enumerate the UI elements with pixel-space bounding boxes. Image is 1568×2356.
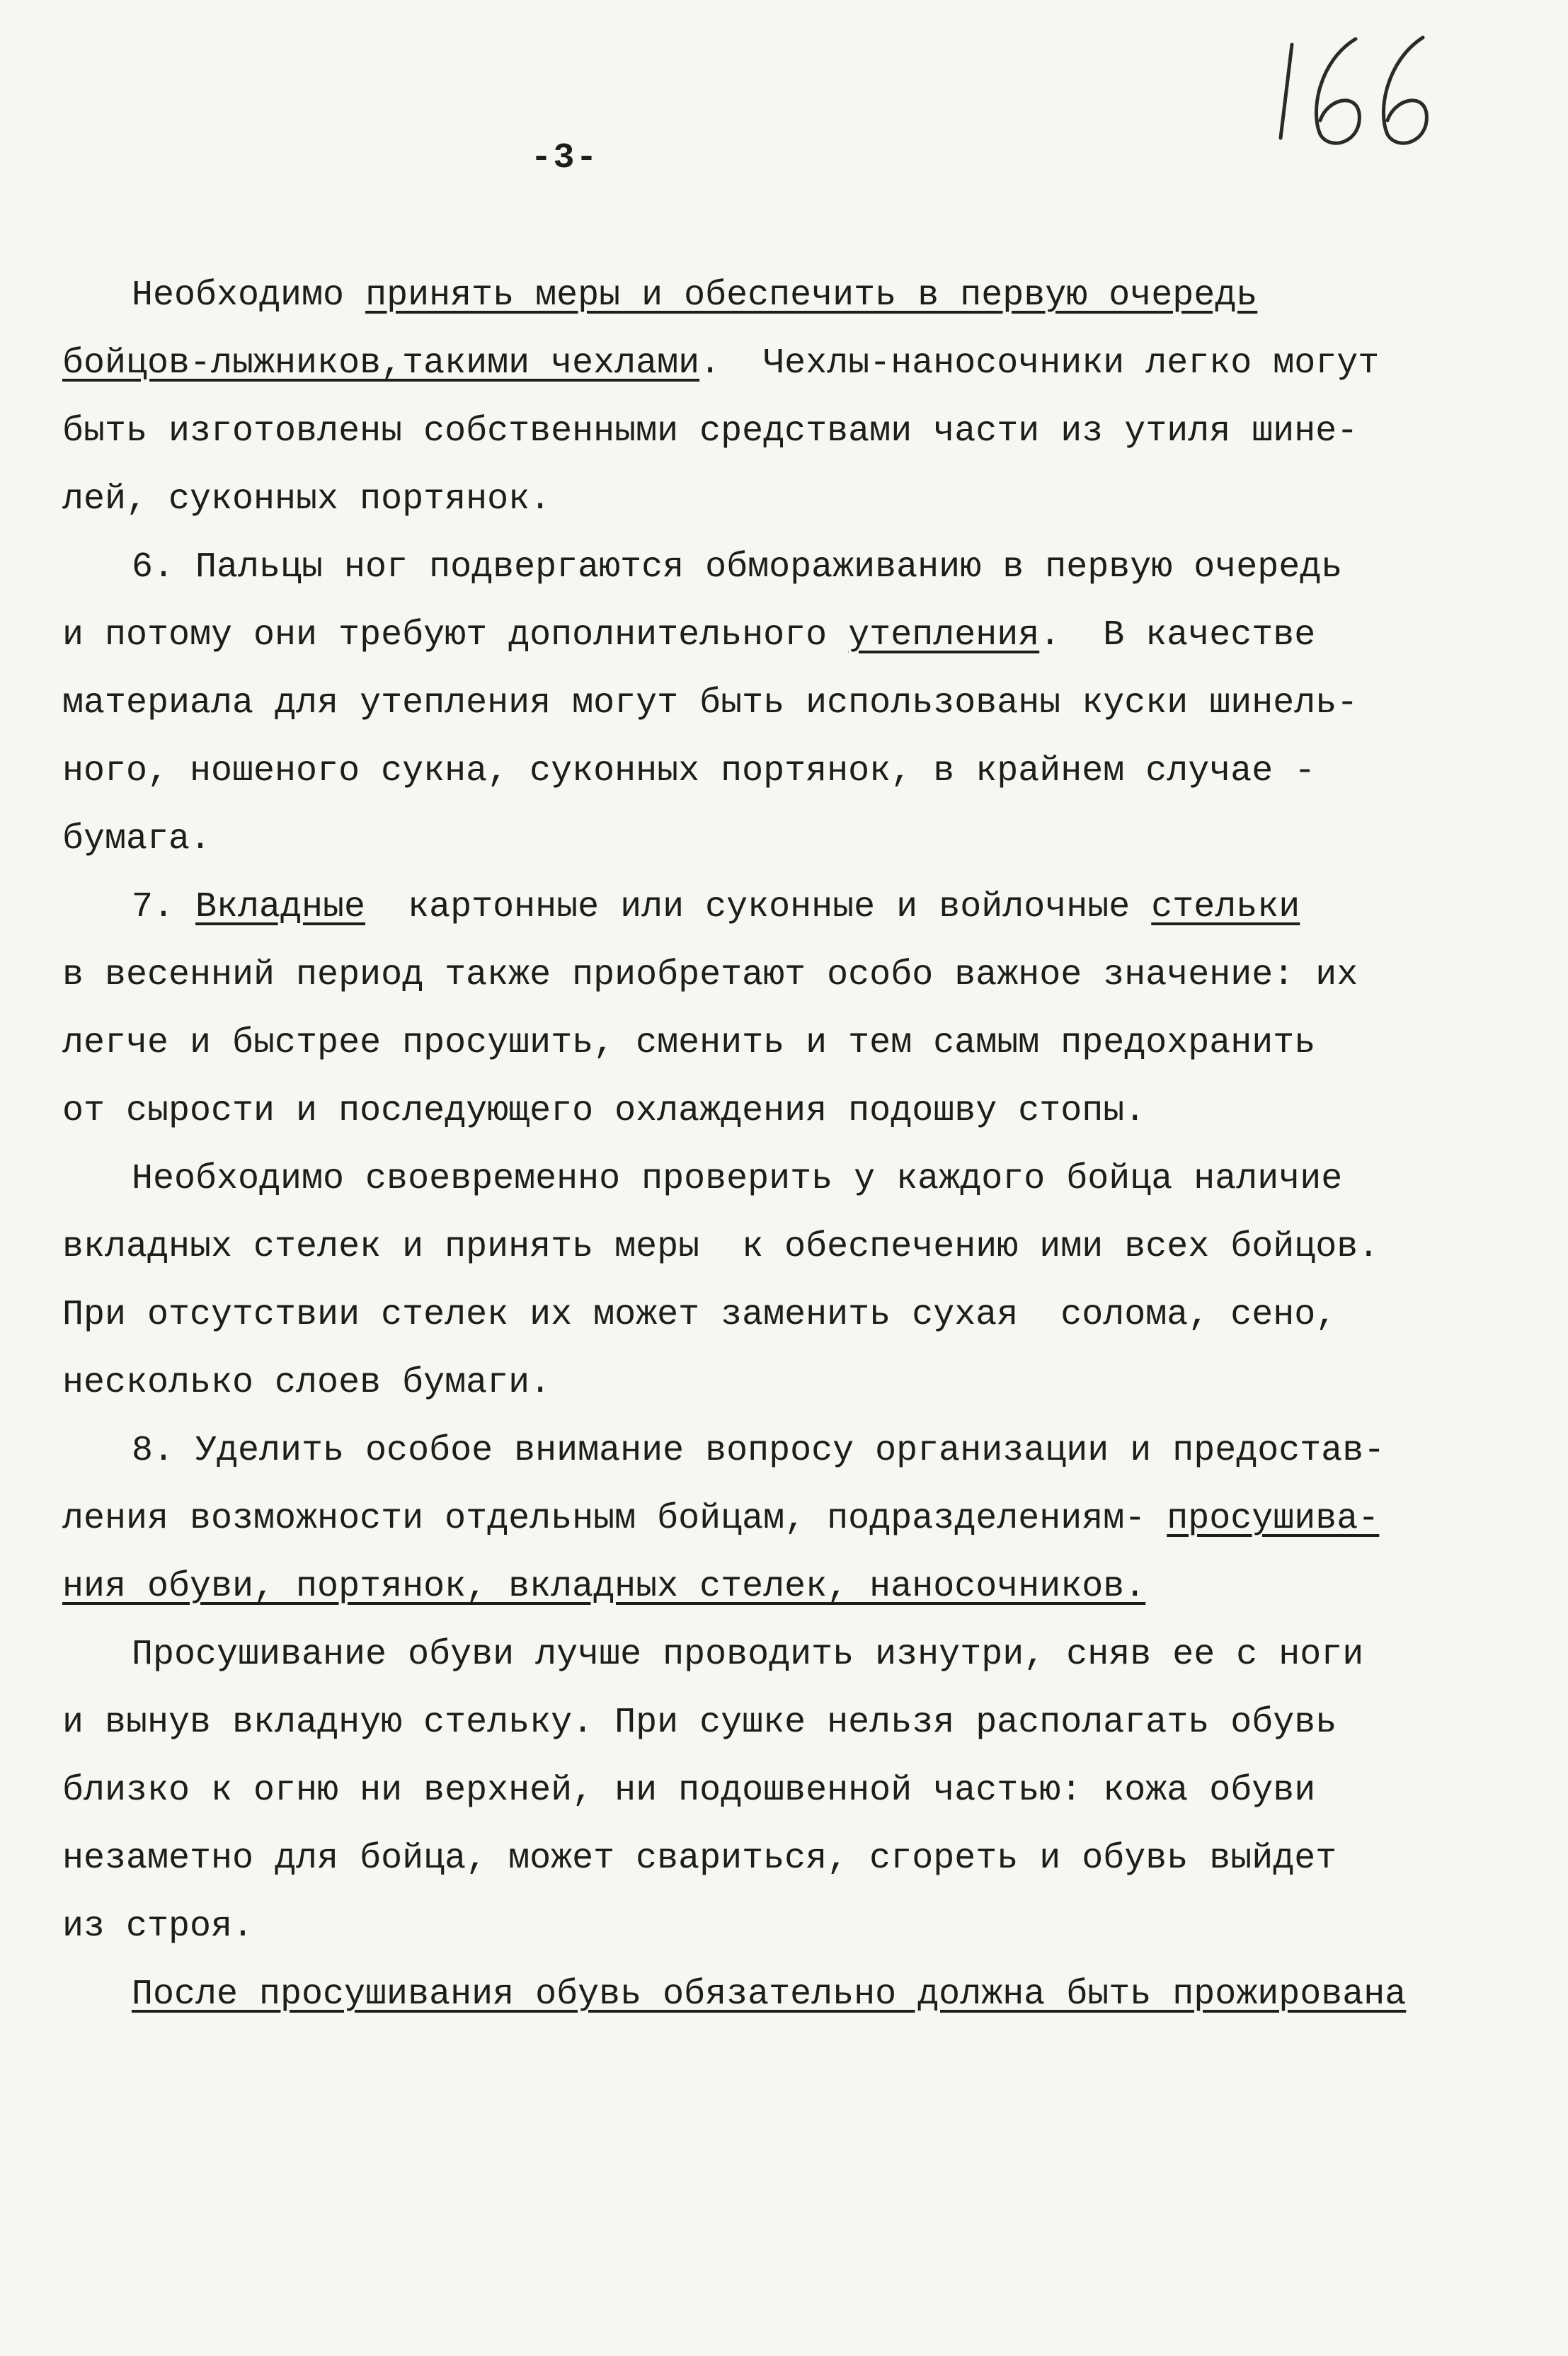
- text-line: [62, 1145, 1563, 1213]
- text-segment: от сырости и последующего охлаждения подошву стопы.: [62, 1091, 1146, 1131]
- text-line: [62, 738, 1563, 806]
- text-line: [62, 670, 1563, 738]
- text-segment: . В качестве: [1039, 615, 1316, 656]
- text-line: [62, 398, 1563, 466]
- text-line: [62, 1893, 1563, 1961]
- text-segment: легче и быстрее просушить, сменить и тем самым предохранить: [62, 1023, 1316, 1063]
- text-line: [62, 1010, 1563, 1077]
- text-segment: из строя.: [62, 1906, 254, 1947]
- underlined-text: бойцов-лыжников,такими чехлами: [62, 343, 700, 384]
- text-line: [62, 874, 1563, 942]
- text-line: [62, 1689, 1563, 1757]
- text-line: [62, 262, 1563, 330]
- text-line: [62, 1213, 1563, 1281]
- text-segment: Необходимо своевременно проверить у каждого бойца наличие: [132, 1159, 1343, 1199]
- text-segment: При отсутствии стелек их может заменить сухая солома, сено,: [62, 1295, 1337, 1335]
- text-segment: быть изготовлены собственными средствами части из утиля шине-: [62, 411, 1358, 452]
- text-line: [62, 1961, 1563, 2029]
- text-line: [62, 534, 1563, 602]
- underlined-text: Вкладные: [195, 887, 366, 927]
- text-segment: незаметно для бойца, может свариться, сгореть и обувь выйдет: [62, 1839, 1337, 1879]
- text-segment: несколько слоев бумаги.: [62, 1363, 551, 1403]
- underlined-text: принять меры и обеспечить в первую очередь: [365, 275, 1258, 316]
- text-line: [62, 942, 1563, 1010]
- text-line: [62, 1349, 1563, 1417]
- text-line: [62, 602, 1563, 670]
- text-segment: и потому они требуют дополнительного: [62, 615, 849, 656]
- underlined-text: После просушивания обувь обязательно должна быть прожирована: [132, 1974, 1407, 2015]
- text-line: [62, 1825, 1563, 1893]
- text-line: [62, 330, 1563, 398]
- body-text: [62, 262, 1563, 2029]
- text-line: [62, 1757, 1563, 1825]
- text-segment: бумага.: [62, 819, 212, 859]
- text-segment: и вынув вкладную стельку. При сушке нельзя располагать обувь: [62, 1703, 1337, 1743]
- text-segment: близко к огню ни верхней, ни подошвенной частью: кожа обуви: [62, 1771, 1316, 1811]
- text-line: [62, 1553, 1563, 1621]
- text-segment: 6. Пальцы ног подвергаются обмораживанию в первую очередь: [132, 547, 1343, 588]
- text-segment: вкладных стелек и принять меры к обеспечению ими всех бойцов.: [62, 1227, 1380, 1267]
- text-segment: 8. Уделить особое внимание вопросу организации и предостав-: [132, 1431, 1385, 1471]
- text-segment: Просушивание обуви лучше проводить изнутри, сняв ее с ноги: [132, 1635, 1364, 1675]
- underlined-text: стельки: [1151, 887, 1300, 927]
- text-segment: ного, ношеного сукна, суконных портянок, в крайнем случае -: [62, 751, 1316, 791]
- text-segment: лей, суконных портянок.: [62, 479, 551, 520]
- text-line: [62, 466, 1563, 534]
- text-segment: . Чехлы-наносочники легко могут: [699, 343, 1380, 384]
- underlined-text: просушива-: [1167, 1499, 1380, 1539]
- underlined-text: утепления: [848, 615, 1040, 656]
- text-line: [62, 806, 1563, 874]
- text-line: [62, 1417, 1563, 1485]
- text-line: [62, 1621, 1563, 1689]
- text-line: [62, 1485, 1563, 1553]
- text-segment: картонные или суконные и войлочные: [365, 887, 1152, 927]
- underlined-text: ния обуви, портянок, вкладных стелек, наносочников.: [62, 1567, 1146, 1607]
- text-segment: в весенний период также приобретают особо важное значение: их: [62, 955, 1358, 995]
- text-segment: Необходимо: [132, 275, 366, 316]
- text-segment: материала для утепления могут быть использованы куски шинель-: [62, 683, 1358, 724]
- page-number: -3-: [530, 138, 599, 178]
- text-line: [62, 1077, 1563, 1145]
- text-segment: 7.: [132, 887, 196, 927]
- text-segment: ления возможности отдельным бойцам, подразделениям-: [62, 1499, 1167, 1539]
- text-line: [62, 1281, 1563, 1349]
- handwritten-archive-number: [1271, 32, 1448, 156]
